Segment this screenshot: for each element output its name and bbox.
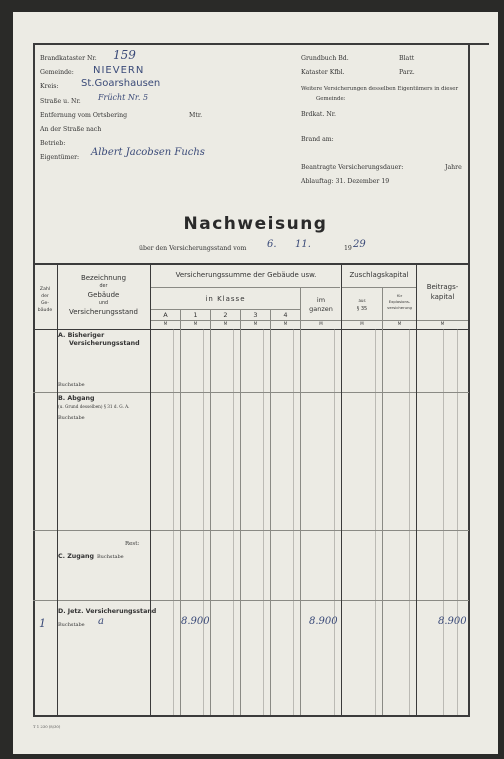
col-bezeichnung-right	[150, 263, 151, 715]
section-a-line: A. Bisheriger	[58, 332, 105, 339]
ruling	[263, 329, 264, 715]
betrieb-label: Betrieb:	[40, 140, 66, 147]
weitere-line2: Gemeinde:	[316, 96, 346, 102]
ruling	[409, 329, 410, 715]
unit-marker: M	[440, 321, 445, 326]
section-a-buchstabe: Buchstabe	[58, 382, 85, 388]
ruling	[233, 329, 234, 715]
eigentuemer-label: Eigentümer:	[40, 154, 80, 161]
row-d-klasse-a: 8.900	[181, 616, 210, 627]
brandkataster-label: Brandkataster Nr.	[40, 55, 97, 62]
col-zahl-right	[57, 263, 58, 715]
eigentuemer-value: Albert Jacobsen Fuchs	[91, 147, 205, 158]
klasse-1-header: 1	[193, 311, 198, 319]
zuschlag-aus-line: § 35	[356, 306, 368, 312]
row-a-bottom	[33, 392, 469, 393]
title-sub-prefix: über den Versicherungsstand vom	[139, 245, 247, 252]
zuschlag-explosion-line: versicherung	[387, 305, 412, 310]
klasse-3-header: 3	[253, 311, 258, 319]
im-ganzen-line: ganzen	[309, 305, 333, 313]
unit-marker: M	[253, 321, 258, 326]
ruling	[293, 329, 294, 715]
ruling	[443, 329, 444, 715]
section-d-label: D. Jetz. Versicherungsstand	[58, 608, 157, 615]
col-bezeichnung-line: Bezeichnung	[80, 274, 127, 282]
brand-am-label: Brand am:	[301, 136, 334, 143]
page-title: Nachweisung	[183, 214, 328, 234]
col-bezeichnung-line: der	[99, 284, 108, 289]
grundbuch-label: Grundbuch Bd.	[301, 55, 349, 62]
klasse-4-header: 4	[283, 311, 288, 319]
date-day: 6.	[267, 239, 277, 250]
unit-marker: M	[397, 321, 402, 326]
mtr-label: Mtr.	[189, 112, 203, 119]
col-1-right	[210, 309, 211, 715]
row-d-zahl: 1	[39, 617, 46, 630]
form-sheet	[13, 12, 498, 754]
frame-bottom	[33, 715, 469, 717]
beitragskapital-header	[417, 282, 468, 302]
unit-marker: M	[223, 321, 228, 326]
table-header-bottom	[33, 329, 469, 330]
unit-marker: M	[163, 321, 168, 326]
zuschlagskapital-header: Zuschlagskapital	[349, 271, 409, 279]
date-month: 11.	[295, 239, 311, 250]
zuschlag-explosion-header	[383, 293, 416, 311]
gemeinde-label: Gemeinde:	[40, 69, 74, 76]
jahre-label: Jahre	[445, 164, 462, 171]
col-3-right	[270, 309, 271, 715]
klasse-a-header: A	[163, 311, 168, 319]
col-zahl-header	[33, 286, 57, 314]
ruling	[203, 329, 204, 715]
beitragskapital-line: Beitrags-	[426, 283, 459, 291]
col-zuschlag1-right	[382, 287, 383, 715]
ablauftag-label: Ablauftag: 31. Dezember 19	[301, 178, 390, 185]
rest-label: Rest:	[125, 541, 140, 547]
versicherungssumme-header: Versicherungssumme der Gebäude usw.	[175, 271, 317, 279]
strasse-value: Frücht Nr. 5	[98, 93, 149, 102]
row-d-buchstabe: a	[98, 616, 104, 627]
col-a-right	[180, 309, 181, 715]
col-bezeichnung-header	[57, 273, 150, 317]
weitere-line1: Weitere Versicherungen desselben Eigentümers in dieser	[301, 86, 459, 92]
unit-marker: M	[283, 321, 288, 326]
row-d-im-ganzen: 8.900	[309, 616, 338, 627]
ruling	[375, 329, 376, 715]
section-d-buchstabe: Buchstabe	[58, 622, 85, 628]
ruling	[457, 329, 458, 715]
row-d-beitragskapital: 8.900	[438, 616, 467, 627]
frame-left	[33, 43, 35, 717]
col-zahl-line: Zahl	[39, 287, 51, 292]
ruling	[334, 329, 335, 715]
zuschlag-header-line	[341, 287, 416, 288]
section-c-buchstabe: Buchstabe	[97, 554, 124, 560]
beitragskapital-line: kapital	[430, 293, 455, 301]
col-bezeichnung-line: Gebäude	[87, 291, 120, 299]
brandkataster-value: 159	[113, 48, 136, 62]
col-bezeichnung-line: und	[98, 301, 109, 306]
col-zuschlag2-right	[416, 263, 417, 715]
section-a-label	[58, 332, 140, 348]
section-b-buchstabe: Buchstabe	[58, 415, 85, 421]
ruling	[173, 329, 174, 715]
section-b-label: B. Abgang	[58, 395, 95, 402]
unit-marker: M	[319, 321, 323, 326]
unit-marker: M	[193, 321, 198, 326]
section-b-sub: (u. Grund desselben) § 31 d. G. A.	[58, 404, 130, 409]
parz-label: Parz.	[399, 69, 415, 76]
row-c-bottom	[33, 600, 469, 601]
kreis-value: St.Goarshausen	[81, 78, 161, 89]
entfernung-label: Entfernung vom Ortsbering	[40, 112, 128, 119]
col-zahl-line: der	[41, 294, 49, 299]
col-zahl-line: Ge-	[40, 301, 50, 306]
frame-right	[468, 43, 470, 717]
row-b-bottom	[33, 530, 469, 531]
im-ganzen-header	[301, 296, 341, 314]
zuschlag-aus-header	[342, 297, 382, 313]
col-zahl-line: bäude	[37, 308, 53, 313]
kreis-label: Kreis:	[40, 83, 59, 90]
year-prefix: 19	[344, 245, 352, 252]
col-bezeichnung-line: Versicherungsstand	[68, 308, 138, 316]
section-c-label: C. Zugang	[58, 553, 95, 560]
gemeinde-value: NIEVERN	[93, 65, 145, 76]
table-top-line	[33, 263, 469, 265]
zuschlag-explosion-line: für	[396, 293, 403, 298]
unit-marker: M	[360, 321, 364, 326]
kataster-label: Kataster Kfbl.	[301, 69, 345, 76]
col-4-right	[300, 287, 301, 715]
zuschlag-aus-line: aus	[358, 298, 366, 303]
year-value: 29	[353, 239, 366, 250]
brdkat-label: Brdkat. Nr.	[301, 111, 336, 118]
klasse-letters-line	[150, 309, 300, 310]
strasse-label: Straße u. Nr.	[40, 98, 81, 105]
klasse-2-header: 2	[223, 311, 228, 319]
section-a-line: Versicherungsstand	[69, 340, 140, 347]
im-ganzen-line: im	[316, 296, 326, 304]
dauer-label: Beantragte Versicherungsdauer:	[301, 164, 404, 171]
blatt-label: Blatt	[399, 55, 415, 62]
footer-code: T 1 230 (8/30)	[33, 724, 61, 729]
frame-top	[33, 43, 489, 45]
zuschlag-explosion-line: Explosions-	[388, 299, 411, 304]
col-ganzen-right	[341, 263, 342, 715]
in-klasse-header: in Klasse	[205, 295, 246, 303]
klasse-header-line	[150, 287, 340, 288]
an-strasse-label: An der Straße nach	[40, 126, 102, 133]
col-2-right	[240, 309, 241, 715]
